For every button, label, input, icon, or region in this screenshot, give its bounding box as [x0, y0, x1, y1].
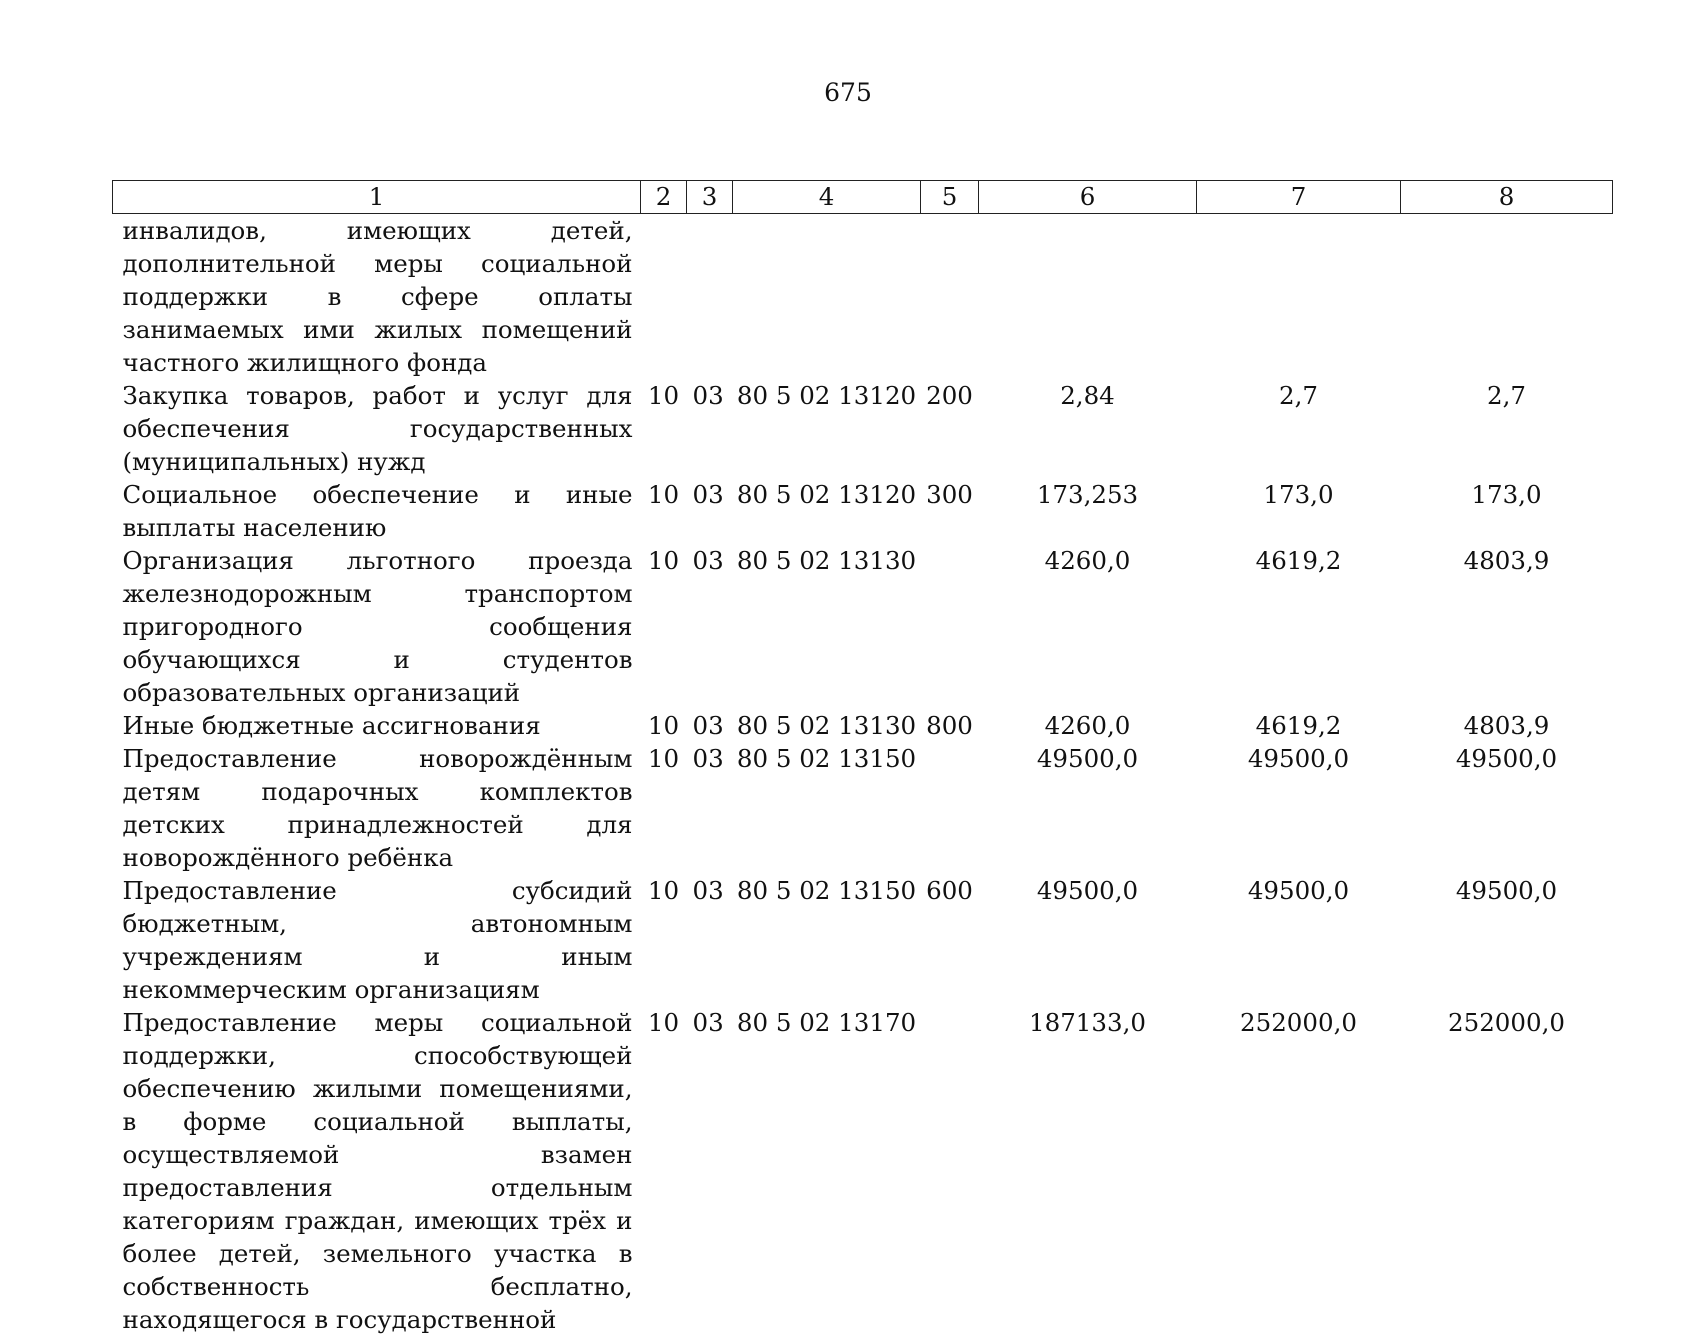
- page-number: 675: [824, 78, 872, 107]
- row-name: Социальное обеспечение и иные выплаты населению: [122, 480, 633, 542]
- row-name: Закупка товаров, работ и услуг для обеспечения государственных (муниципальных) нужд: [122, 381, 633, 476]
- row-section: 10: [647, 480, 680, 509]
- row-target-article: 80 5 02 13170: [736, 1008, 917, 1037]
- row-target-article: [733, 214, 921, 380]
- row-value-col6: 4260,0: [1044, 546, 1131, 575]
- row-name: Иные бюджетные ассигнования: [122, 711, 541, 740]
- row-section: 10: [647, 381, 680, 410]
- row-value-col6: 49500,0: [1036, 876, 1139, 905]
- row-subsection: 03: [692, 711, 724, 740]
- row-name: Предоставление субсидий бюджетным, автономным учреждениям и иным некоммерческим организациям: [122, 876, 633, 1004]
- row-value-col7: 4619,2: [1255, 711, 1342, 740]
- row-section: 10: [647, 1008, 680, 1037]
- row-value-col7: 2,7: [1279, 381, 1318, 410]
- table-row: [113, 544, 1613, 709]
- row-name: Организация льготного проезда железнодорожным транспортом пригородного сообщения обучающихся и студентов образовательных организаций: [122, 546, 633, 707]
- row-subsection: [687, 214, 733, 380]
- row-section: [641, 214, 687, 380]
- row-expense-type: [921, 1006, 979, 1336]
- row-subsection: 03: [692, 1008, 724, 1037]
- row-value-col7: 4619,2: [1255, 546, 1342, 575]
- row-subsection: 03: [692, 876, 724, 905]
- budget-table: [112, 180, 1613, 1336]
- row-section: 10: [647, 546, 680, 575]
- table-row: [113, 742, 1613, 874]
- row-value-col7: 49500,0: [1247, 744, 1350, 773]
- row-value-col6: 187133,0: [1029, 1008, 1146, 1037]
- table-row: [113, 214, 1613, 380]
- row-value-col8: 252000,0: [1448, 1008, 1565, 1037]
- table-row: [113, 874, 1613, 1006]
- column-header-8: 8: [1401, 181, 1613, 214]
- row-expense-type: 200: [926, 381, 973, 410]
- row-expense-type: 800: [926, 711, 973, 740]
- row-name: инвалидов, имеющих детей, дополнительной меры социальной поддержки в сфере оплаты занимаемых ими жилых помещений частного жилищного фонда: [122, 216, 633, 377]
- row-value-col8: 4803,9: [1463, 546, 1550, 575]
- row-value-col6: [979, 214, 1197, 380]
- column-header-3: 3: [687, 181, 733, 214]
- row-expense-type: [921, 742, 979, 874]
- table-header-row: [113, 181, 1613, 214]
- column-header-7: 7: [1197, 181, 1401, 214]
- row-value-col8: 4803,9: [1463, 711, 1550, 740]
- row-value-col6: 2,84: [1060, 381, 1115, 410]
- row-value-col8: 49500,0: [1455, 744, 1558, 773]
- row-expense-type: 300: [926, 480, 973, 509]
- row-value-col8: 173,0: [1471, 480, 1542, 509]
- row-subsection: 03: [692, 381, 724, 410]
- row-name: Предоставление новорождённым детям подарочных комплектов детских принадлежностей для новорождённого ребёнка: [122, 744, 633, 872]
- row-target-article: 80 5 02 13120: [736, 480, 917, 509]
- row-target-article: 80 5 02 13120: [736, 381, 917, 410]
- row-expense-type: 600: [926, 876, 973, 905]
- column-header-1: 1: [113, 181, 641, 214]
- table-row: [113, 709, 1613, 742]
- column-header-4: 4: [733, 181, 921, 214]
- row-subsection: 03: [692, 480, 724, 509]
- row-subsection: 03: [692, 744, 724, 773]
- row-section: 10: [647, 744, 680, 773]
- row-value-col7: [1197, 214, 1401, 380]
- row-value-col7: 252000,0: [1240, 1008, 1357, 1037]
- row-value-col6: 173,253: [1036, 480, 1139, 509]
- table-row: [113, 478, 1613, 544]
- table-row: [113, 1006, 1613, 1336]
- row-section: 10: [647, 876, 680, 905]
- row-value-col6: 49500,0: [1036, 744, 1139, 773]
- row-value-col7: 49500,0: [1247, 876, 1350, 905]
- column-header-2: 2: [641, 181, 687, 214]
- row-value-col7: 173,0: [1263, 480, 1334, 509]
- row-subsection: 03: [692, 546, 724, 575]
- row-target-article: 80 5 02 13130: [736, 711, 917, 740]
- row-value-col8: 2,7: [1487, 381, 1526, 410]
- row-target-article: 80 5 02 13150: [736, 744, 917, 773]
- row-target-article: 80 5 02 13130: [736, 546, 917, 575]
- row-name: Предоставление меры социальной поддержки, способствующей обеспечению жилыми помещениями, в форме социальной выплаты, осуществляемой взамен предоставления отдельным категориям граждан, имеющих трёх и более детей, земельного участка в собственность бесплатно, находящегося в государственной: [122, 1008, 633, 1334]
- row-expense-type: [921, 214, 979, 380]
- table-row: [113, 379, 1613, 478]
- row-section: 10: [647, 711, 680, 740]
- column-header-6: 6: [979, 181, 1197, 214]
- row-value-col6: 4260,0: [1044, 711, 1131, 740]
- row-expense-type: [921, 544, 979, 709]
- row-target-article: 80 5 02 13150: [736, 876, 917, 905]
- row-value-col8: [1401, 214, 1613, 380]
- row-value-col8: 49500,0: [1455, 876, 1558, 905]
- column-header-5: 5: [921, 181, 979, 214]
